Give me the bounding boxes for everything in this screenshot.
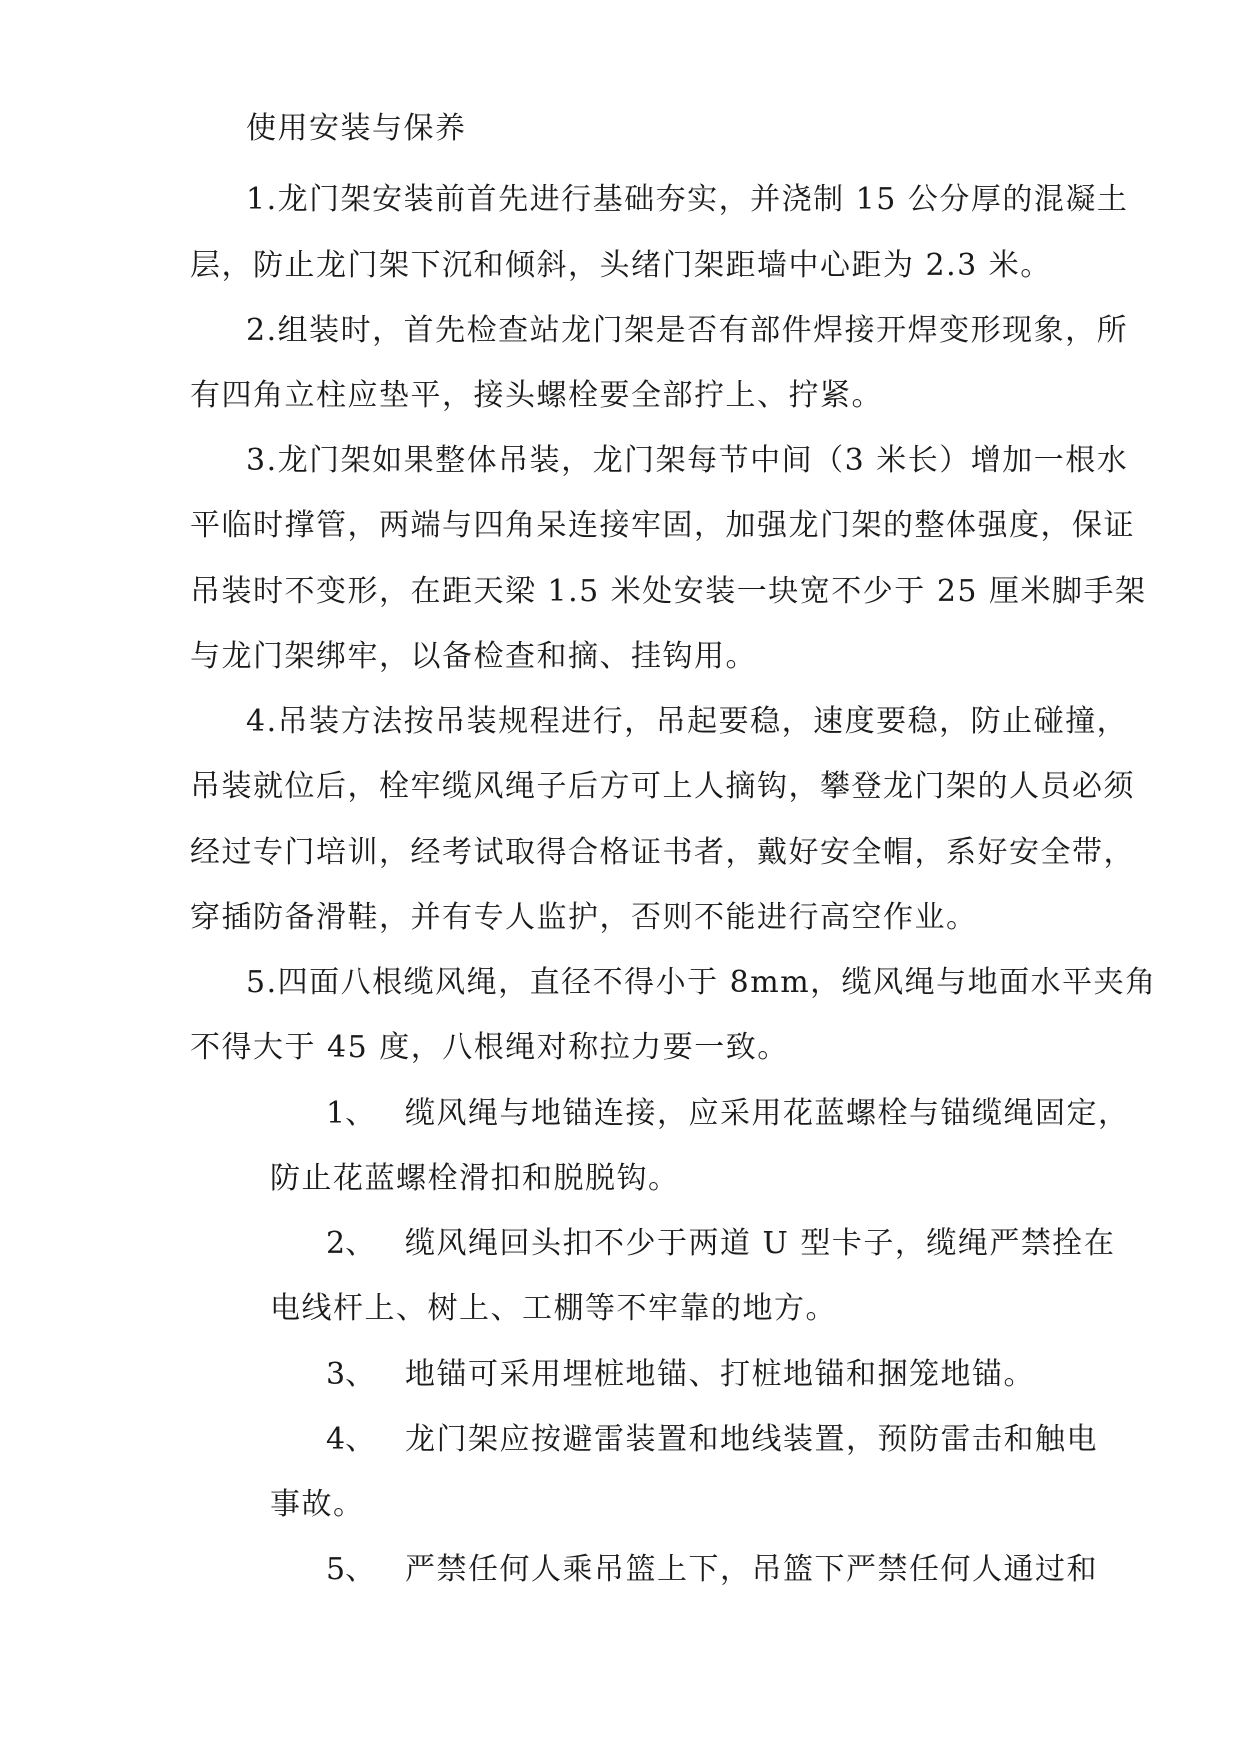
paragraph-2-line-2: 有四角立柱应垫平，接头螺栓要全部拧上、拧紧。 bbox=[190, 378, 883, 413]
list-item-3-number: 3、 bbox=[326, 1357, 376, 1392]
list-item-1-line-2: 防止花蓝螺栓滑扣和脱脱钩。 bbox=[270, 1161, 680, 1196]
list-item-2-line-2: 电线杆上、树上、工棚等不牢靠的地方。 bbox=[270, 1291, 837, 1326]
list-item-4-number: 4、 bbox=[326, 1422, 376, 1457]
list-item-1-line-1: 缆风绳与地锚连接，应采用花蓝螺栓与锚缆绳固定， bbox=[405, 1096, 1130, 1131]
list-item-1-number: 1、 bbox=[326, 1096, 376, 1131]
paragraph-4-line-2: 吊装就位后，栓牢缆风绳子后方可上人摘钩，攀登龙门架的人员必须 bbox=[190, 769, 1135, 804]
paragraph-5-line-2: 不得大于 45 度，八根绳对称拉力要一致。 bbox=[190, 1030, 789, 1065]
paragraph-3-line-4: 与龙门架绑牢，以备检查和摘、挂钩用。 bbox=[190, 639, 757, 674]
paragraph-4-line-3: 经过专门培训，经考试取得合格证书者，戴好安全帽，系好安全带， bbox=[190, 835, 1135, 870]
paragraph-1-line-2: 层，防止龙门架下沉和倾斜，头绪门架距墙中心距为 2.3 米。 bbox=[190, 248, 1052, 283]
list-item-4-line-2: 事故。 bbox=[270, 1487, 365, 1522]
paragraph-2-line-1: 2.组装时，首先检查站龙门架是否有部件焊接开焊变形现象，所 bbox=[246, 313, 1129, 348]
list-item-4-line-1: 龙门架应按避雷装置和地线装置，预防雷击和触电 bbox=[405, 1422, 1098, 1457]
paragraph-4-line-1: 4.吊装方法按吊装规程进行，吊起要稳，速度要稳，防止碰撞， bbox=[246, 704, 1129, 739]
paragraph-4-line-4: 穿插防备滑鞋，并有专人监护，否则不能进行高空作业。 bbox=[190, 900, 978, 935]
list-item-3-line-1: 地锚可采用埋桩地锚、打桩地锚和捆笼地锚。 bbox=[405, 1357, 1035, 1392]
list-item-2-line-1: 缆风绳回头扣不少于两道 U 型卡子，缆绳严禁拴在 bbox=[405, 1226, 1116, 1261]
list-item-2-number: 2、 bbox=[326, 1226, 376, 1261]
list-item-5-line-1: 严禁任何人乘吊篮上下，吊篮下严禁任何人通过和 bbox=[405, 1552, 1098, 1587]
paragraph-5-line-1: 5.四面八根缆风绳，直径不得小于 8mm，缆风绳与地面水平夹角 bbox=[246, 965, 1157, 1000]
paragraph-1-line-1: 1.龙门架安装前首先进行基础夯实，并浇制 15 公分厚的混凝土 bbox=[246, 182, 1129, 217]
paragraph-3-line-1: 3.龙门架如果整体吊装，龙门架每节中间（3 米长）增加一根水 bbox=[246, 443, 1129, 478]
paragraph-3-line-3: 吊装时不变形，在距天梁 1.5 米处安装一块宽不少于 25 厘米脚手架 bbox=[190, 574, 1147, 609]
list-item-5-number: 5、 bbox=[326, 1552, 376, 1587]
section-heading: 使用安装与保养 bbox=[246, 111, 467, 146]
paragraph-3-line-2: 平临时撑管，两端与四角呆连接牢固，加强龙门架的整体强度，保证 bbox=[190, 508, 1135, 543]
